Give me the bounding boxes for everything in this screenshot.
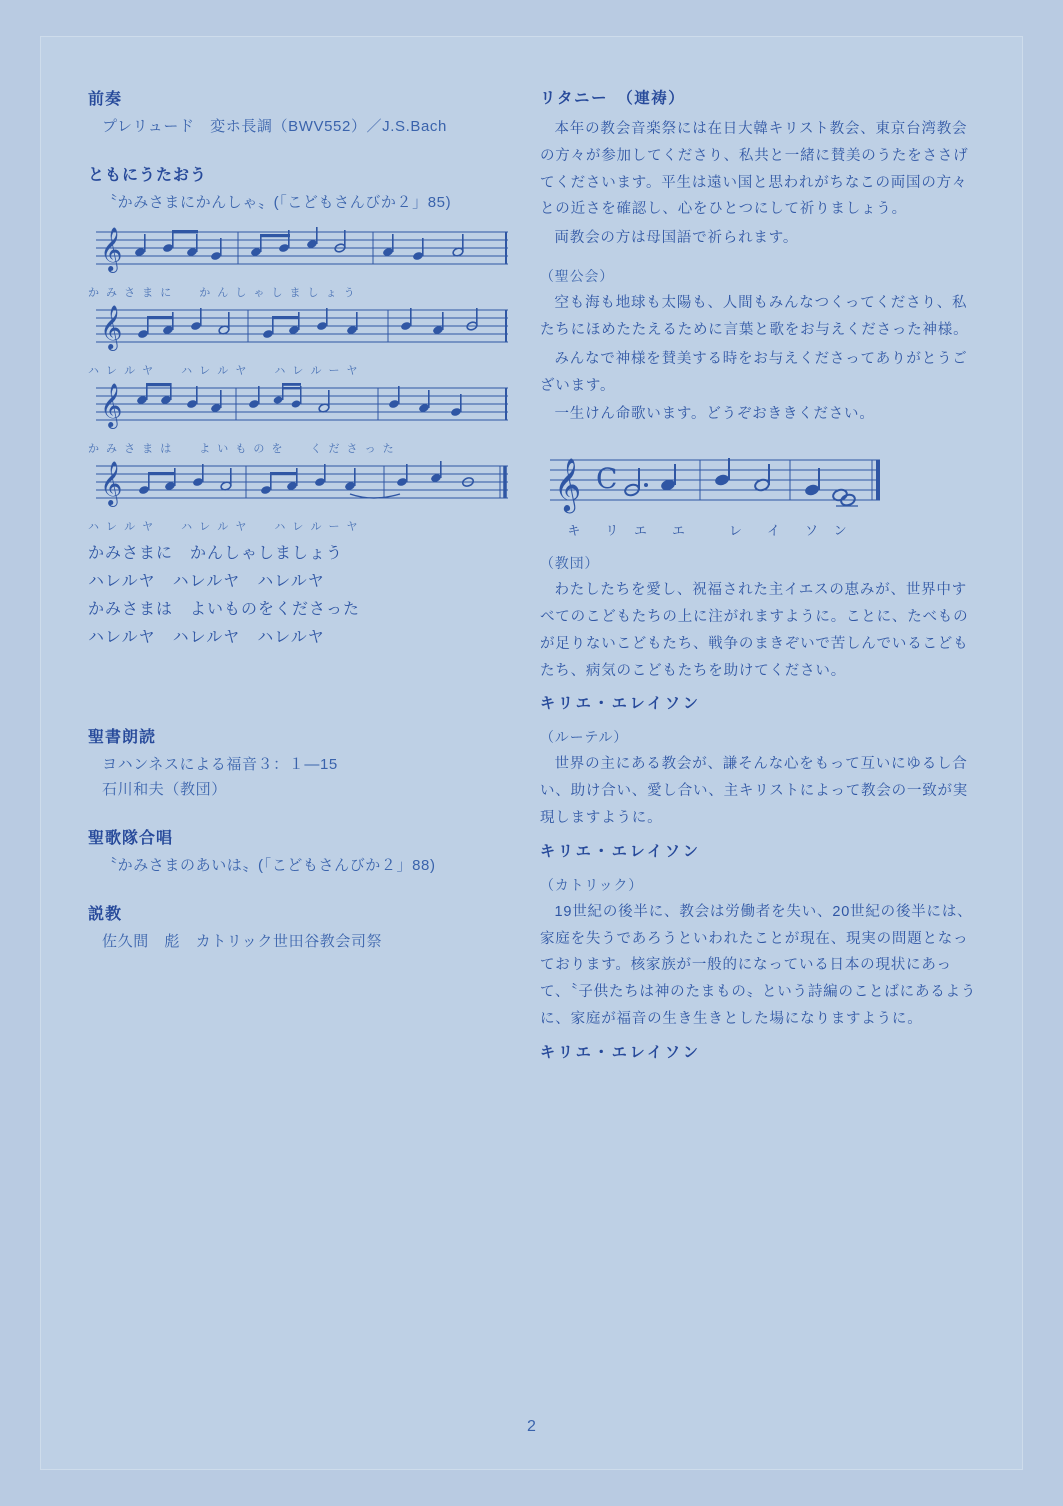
spacer [88,678,518,724]
lyric-line: ハレルヤ ハレルヤ ハレルヤ [88,629,325,646]
hymn-syllables-1: か み さ ま に か ん し ゃ し ま し ょ う [88,287,357,299]
anglican-paragraph: 一生けん命歌います。どうぞおききください。 [554,406,875,423]
page-content-area [40,36,1023,1470]
lyric-line: ハレルヤ ハレルヤ ハレルヤ [88,573,325,590]
hymn-syllables-3: か み さ ま は よ い も の を く だ さ っ た [88,443,396,455]
music-stave-kyrie [540,438,980,524]
kyodan-label: （教団） [540,555,600,572]
prelude-section [88,86,518,136]
music-stave-2 [88,300,518,364]
kyodan-section [540,553,980,713]
svg-text:𝄞: 𝄞 [100,461,123,505]
anglican-section [540,266,980,428]
sermon-section [88,901,518,951]
hymn-lyrics [88,540,518,652]
sing-together-line: 〝かみさまにかんしゃ〟(「こどもさんびか２」85) [102,194,452,211]
scripture-section [88,724,518,799]
music-stave-3 [88,378,518,442]
left-column [88,86,518,977]
litany-section [540,86,980,252]
choir-section [88,825,518,875]
prelude-heading: 前奏 [88,91,123,108]
page-number: 2 [527,1418,536,1435]
catholic-paragraph: 19世紀の後半に、教会は労働者を失い、20世紀の後半には、家庭を失うであろうといわれたことが現在、現実の問題となっております。核家族が一般的になっている日本の現状にあって、〝子供たちは神のたまもの〟という詩編のことばにあるように、家庭が福音の生き生きとした場になりますように。 [540,903,977,1028]
hymn-syllables-2: ハ レ ル ヤ ハ レ ル ヤ ハ レ ル ー ヤ [88,365,360,377]
music-stave-4 [88,456,518,520]
catholic-label: （カトリック） [540,876,644,893]
choir-heading: 聖歌隊合唱 [88,830,174,847]
choir-line: 〝かみさまのあいは〟(「こどもさんびか２」88) [102,857,436,874]
lutheran-label: （ルーテル） [540,729,629,746]
svg-text:𝄞: 𝄞 [100,227,123,271]
sing-together-section [88,162,518,652]
kyrie-syllables: キ リ エ エ レ イ ソ ン [567,523,853,539]
music-stave-1 [88,222,518,286]
kyodan-response: キリエ・エレイソン [540,695,701,713]
kyrie-score [540,438,980,539]
catholic-section [540,875,980,1062]
lutheran-section [540,727,980,860]
svg-text:𝄞: 𝄞 [100,383,123,427]
hymn-score [88,222,518,534]
lyric-line: かみさまは よいものをくださった [88,601,361,618]
right-column [540,86,980,1066]
litany-paragraph: 両教会の方は母国語で祈られます。 [554,230,799,247]
sermon-line: 佐久間 彪 カトリック世田谷教会司祭 [102,933,383,950]
scripture-reference: ヨハンネスによる福音３：１—15 [102,756,338,773]
anglican-paragraph: みんなで神様を賛美する時をお与えくださってありがとうございます。 [540,350,968,394]
kyodan-paragraph: わたしたちを愛し、祝福された主イエスの恵みが、世界中すべてのこどもたちの上に注がれますように。ことに、たべものが足りないこどもたち、戦争のまきぞいで苦しんでいるこどもたち、病気のこどもたちを助けてください。 [540,582,969,679]
anglican-label: （聖公会） [540,268,614,285]
svg-text:C: C [596,462,618,496]
scripture-heading: 聖書朗読 [88,729,157,746]
prelude-line: プレリュード 変ホ長調（BWV552）／J.S.Bach [102,118,447,135]
svg-text:𝄞: 𝄞 [554,457,582,512]
catholic-response: キリエ・エレイソン [540,1043,701,1061]
sing-together-heading: ともにうたおう [88,167,208,184]
lutheran-response: キリエ・エレイソン [540,842,701,860]
hymn-syllables-4: ハ レ ル ヤ ハ レ ル ヤ ハ レ ル ー ヤ [88,521,360,533]
litany-paragraph: 本年の教会音楽祭には在日大韓キリスト教会、東京台湾教会の方々が参加してくださり、私共と一緒に賛美のうたをささげてくださいます。平生は遠い国と思われがちなこの両国の方々との近さを確認し、心をひとつにして祈りましょう。 [540,121,969,218]
litany-heading: リタニー （連祷） [540,90,686,107]
sermon-heading: 説教 [88,906,123,923]
scripture-reader: 石川和夫（教団） [102,781,227,798]
anglican-paragraph: 空も海も地球も太陽も、人間もみんなつくってくださり、私たちにほめたたえるために言葉と歌をお与えくださった神様。 [540,295,969,338]
lyric-line: かみさまに かんしゃしましょう [88,545,344,562]
lutheran-paragraph: 世界の主にある教会が、謙そんな心をもって互いにゆるし合い、助け合い、愛し合い、主キリストによって教会の一致が実現しますように。 [540,756,969,826]
svg-text:𝄞: 𝄞 [100,305,123,349]
